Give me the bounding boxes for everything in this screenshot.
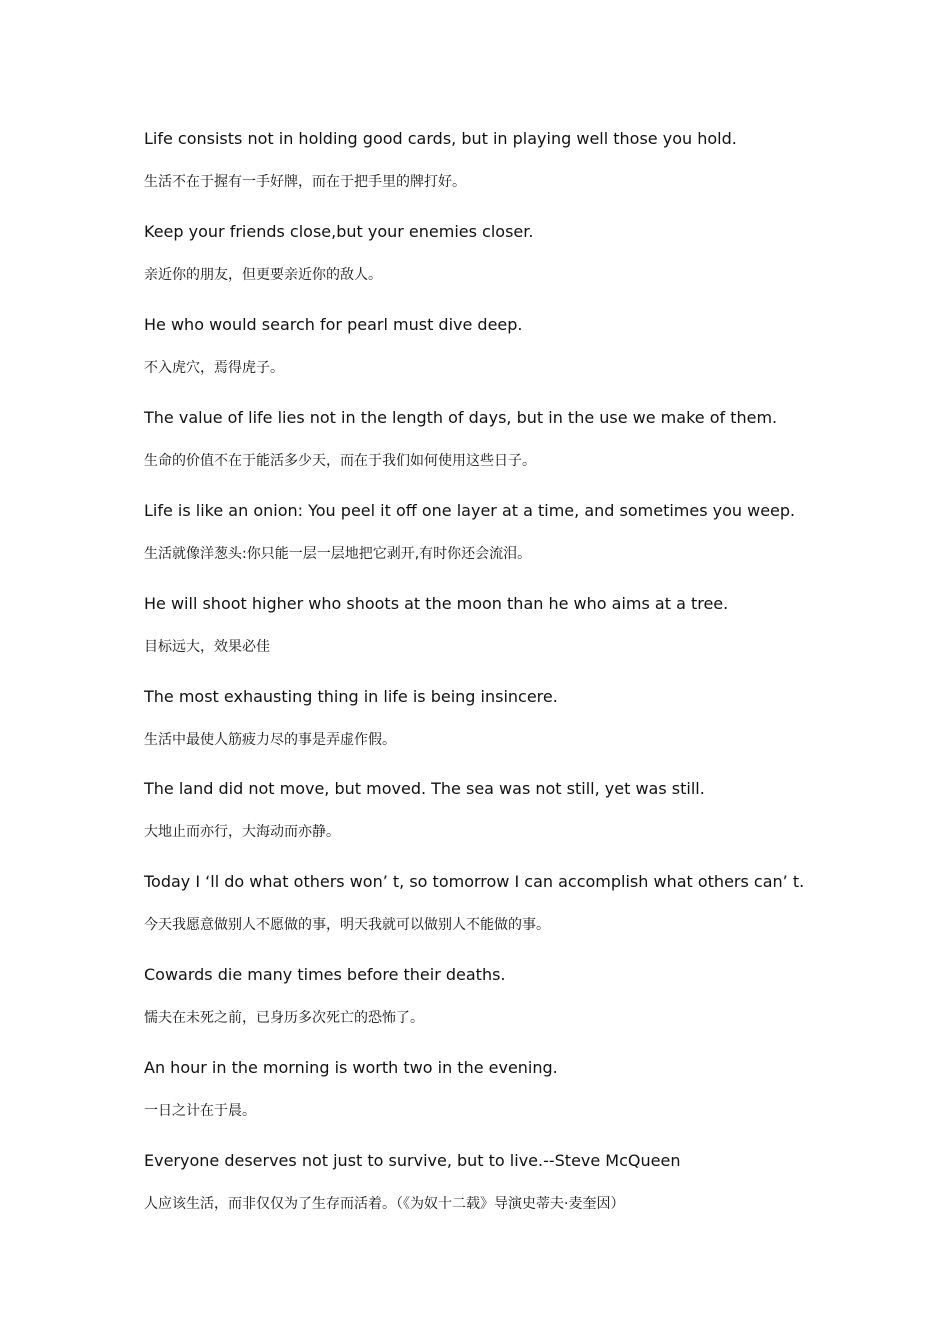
quote-chinese: 亲近你的朋友，但更要亲近你的敌人。 xyxy=(144,267,382,283)
quote-chinese: 目标远大，效果必佳 xyxy=(144,639,270,655)
quote-english: He will shoot higher who shoots at the moon than he who aims at a tree. xyxy=(144,594,729,613)
quote-english: An hour in the morning is worth two in the evening. xyxy=(144,1058,558,1077)
quote-english: Cowards die many times before their deaths. xyxy=(144,965,506,984)
quote-chinese: 生活就像洋葱头:你只能一层一层地把它剥开,有时你还会流泪。 xyxy=(144,546,532,562)
quote-chinese: 人应该生活，而非仅仅为了生存而活着。（《为奴十二载》导演史蒂夫·麦奎因） xyxy=(144,1196,625,1212)
quote-english: Life consists not in holding good cards, but in playing well those you hold. xyxy=(144,129,737,148)
quote-english: He who would search for pearl must dive deep. xyxy=(144,315,523,334)
quote-chinese: 今天我愿意做别人不愿做的事，明天我就可以做别人不能做的事。 xyxy=(144,917,550,933)
quote-chinese: 一日之计在于晨。 xyxy=(144,1103,256,1119)
quote-english: Keep your friends close,but your enemies closer. xyxy=(144,222,534,241)
quote-chinese: 生活不在于握有一手好牌，而在于把手里的牌打好。 xyxy=(144,174,466,190)
quote-chinese: 生活中最使人筋疲力尽的事是弄虚作假。 xyxy=(144,732,396,748)
quote-english: Life is like an onion: You peel it off one layer at a time, and sometimes you weep. xyxy=(144,501,796,520)
quote-english: Everyone deserves not just to survive, but to live.--Steve McQueen xyxy=(144,1151,681,1170)
quote-english: Today I ‘ll do what others won’ t, so tomorrow I can accomplish what others can’ t. xyxy=(144,872,805,891)
quote-english: The land did not move, but moved. The sea was not still, yet was still. xyxy=(144,779,705,798)
quote-english: The value of life lies not in the length of days, but in the use we make of them. xyxy=(144,408,778,427)
quote-chinese: 不入虎穴，焉得虎子。 xyxy=(144,360,284,376)
quote-chinese: 生命的价值不在于能活多少天，而在于我们如何使用这些日子。 xyxy=(144,453,536,469)
quote-chinese: 懦夫在未死之前，已身历多次死亡的恐怖了。 xyxy=(144,1010,424,1026)
quote-english: The most exhausting thing in life is being insincere. xyxy=(144,687,558,706)
quote-chinese: 大地止而亦行，大海动而亦静。 xyxy=(144,824,340,840)
